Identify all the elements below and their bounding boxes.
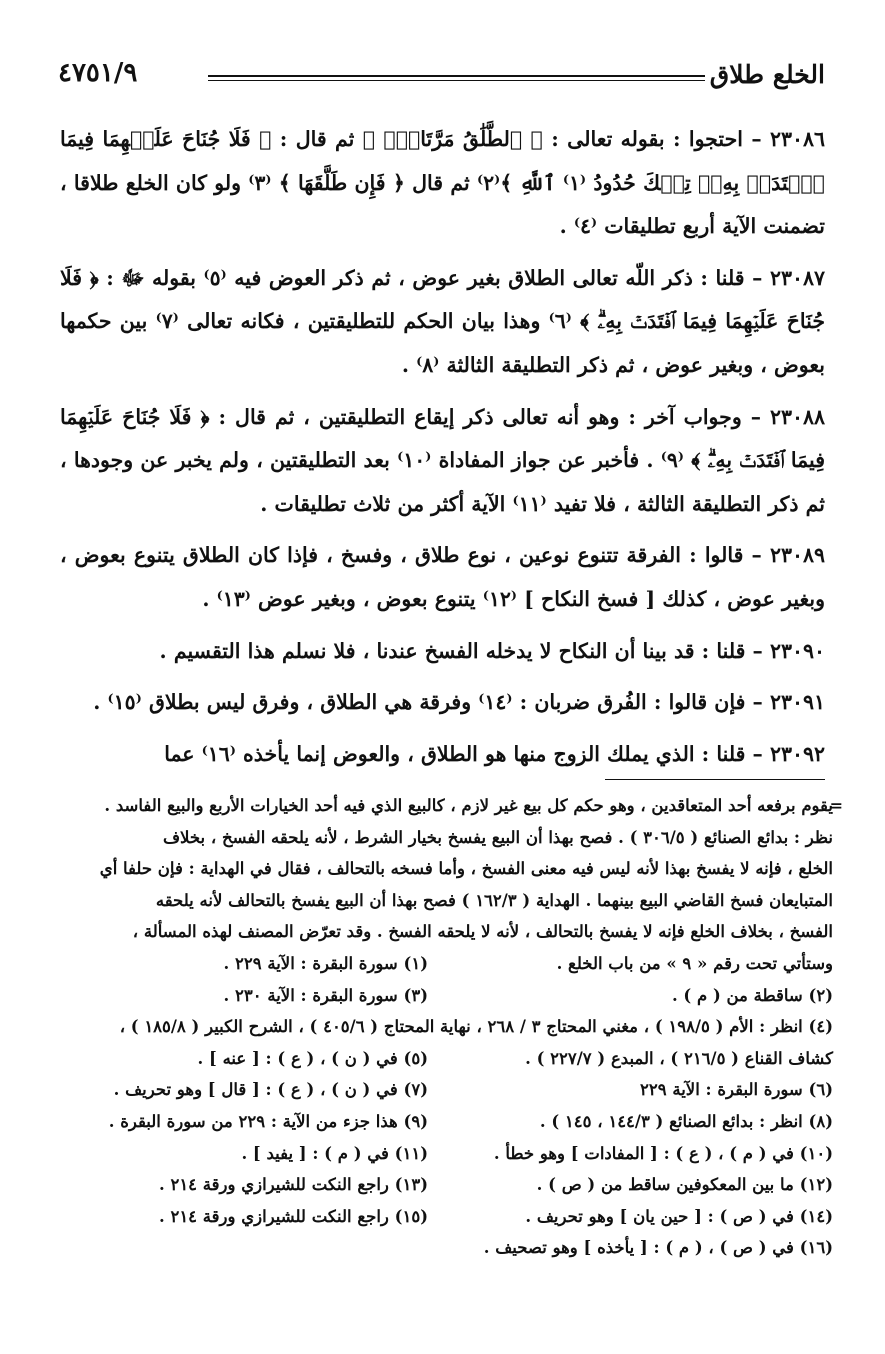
continuation-mark: = <box>829 796 843 815</box>
paragraph-23088: ٢٣٠٨٨ – وجواب آخر : وهو أنه تعالى ذكر إيقاع التطليقتين ، ثم قال : ﴿ فَلَا جُنَاحَ عَلَيۡهِمَا فِيمَا ٱفۡتَدَتۡ بِهِۦۗ ﴾ ⁽٩⁾ . فأخبر عن جواز المفاداة ⁽١٠⁾ بعد التطليقتين ، ولم يخبر عن وجودها ، ثم ذكر التطليقة الثالثة ، فلا تفيد ⁽١١⁾ الآية أكثر من ثلاث تطليقات . <box>60 404 826 516</box>
running-header <box>58 54 825 92</box>
footnote: وستأتي تحت رقم « ٩ » من باب الخلع . <box>556 953 833 973</box>
footnote-row <box>60 1169 833 1201</box>
footnote-row <box>60 1201 833 1233</box>
footnote-3: (٣) سورة البقرة : الآية ٢٣٠ . <box>223 985 428 1005</box>
footnote-11: (١١) في ( م ) : [ يفيد ] . <box>241 1143 428 1163</box>
footnote-10: (١٠) في ( م ) ، ( ع ) : [ المفادات ] وهو خطأ . <box>493 1143 833 1163</box>
footnote-9: (٩) هذا جزء من الآية : ٢٢٩ من سورة البقرة . <box>108 1111 428 1131</box>
footnote-continuation-line: المتبايعان فسخ القاضي البيع بينهما . الهداية ( ١٦٢/٣ ) فصح بهذا أن البيع يفسخ بالتحالف لأنه يلحقه <box>155 890 833 910</box>
footnote-row <box>60 1138 833 1170</box>
paragraph-23089: ٢٣٠٨٩ – قالوا : الفرقة تتنوع نوعين ، نوع طلاق ، وفسخ ، فإذا كان الطلاق يتنوع بعوض ، وبغير عوض ، كذلك [ فسخ النكاح ] ⁽١٢⁾ يتنوع بعوض ، وبغير عوض ⁽١٣⁾ . <box>60 543 825 611</box>
footnote-1: (١) سورة البقرة : الآية ٢٢٩ . <box>223 953 428 973</box>
footnote-continuation-line: الخلع ، فإنه لا يفسخ بهذا لأنه ليس فيه معنى الفسخ ، وأما فسخه بالتحالف ، فقال في الهداية : فإن حلفا أي <box>99 859 833 879</box>
footnote-8: (٨) انظر : بدائع الصنائع ( ١٤٤/٣ ، ١٤٥ ) . <box>539 1111 833 1131</box>
main-text <box>60 118 825 784</box>
paragraph-23090: ٢٣٠٩٠ – قلنا : قد بينا أن النكاح لا يدخله الفسخ عندنا ، فلا نسلم هذا التقسيم . <box>159 638 825 663</box>
footnote-15: (١٥) راجع النكت للشيرازي ورقة ٢١٤ . <box>158 1206 428 1226</box>
footnote-12: (١٢) ما بين المعكوفين ساقط من ( ص ) . <box>536 1175 833 1195</box>
footnote-continuation-line: يقوم برفعه أحد المتعاقدين ، وهو حكم كل بيع غير لازم ، كالبيع الذي فيه أحد الخيارات الأربع والبيع الفاسد . <box>104 796 833 815</box>
paragraph-23086: ٢٣٠٨٦ – احتجوا : بقوله تعالى : ﴿ ٱلطَّلَٰقُ مَرَّتَانِۖ ﴾ ثم قال : ﴿ فَلَا جُنَاحَ عَلَيۡهِمَا فِيمَا ٱفۡتَدَتۡ بِهِۦۗ تِلۡكَ حُدُودُ ⁽١⁾ ٱللَّهِ ﴾⁽٢⁾ ثم قال ﴿ فَإِن طَلَّقَهَا ﴾ ⁽٣⁾ ولو كان الخلع طلاقا ، تضمنت الآية أربع تطليقات ⁽٤⁾ . <box>60 127 825 239</box>
paragraph-23087: ٢٣٠٨٧ – قلنا : ذكر اللّه تعالى الطلاق بغير عوض ، ثم ذكر العوض فيه ⁽٥⁾ بقوله ﷻ : ﴿ فَلَا جُنَاحَ عَلَيۡهِمَا فِيمَا ٱفۡتَدَتۡ بِهِۦۗ ﴾ ⁽٦⁾ وهذا بيان الحكم للتطليقتين ، فكانه تعالى ⁽٧⁾ بين حكمها بعوض ، وبغير عوض ، ثم ذكر التطليقة الثالثة ⁽٨⁾ . <box>60 265 826 377</box>
footnotes <box>60 790 843 1264</box>
footnote-continuation-line: الفسخ ، بخلاف الخلع فإنه لا يفسخ بالتحالف ، لأنه لا يلحقه الفسخ . وقد تعرّض المصنف لهذه المسألة ، <box>132 922 833 942</box>
paragraph-23092: ٢٣٠٩٢ – قلنا : الذي يملك الزوج منها هو الطلاق ، والعوض إنما يأخذه ⁽١٦⁾ عما <box>164 741 825 766</box>
footnote-separator <box>605 779 825 780</box>
footnote-14: (١٤) في ( ص ) : [ حين يان ] وهو تحريف . <box>525 1206 833 1226</box>
footnote-row <box>60 1043 833 1075</box>
footnote-continuation-line: نظر : بدائع الصنائع ( ٣٠٦/٥ ) . فصح بهذا أن البيع يفسخ بخيار الشرط ، لأنه يلحقه الفسخ ، بخلاف <box>162 827 833 847</box>
header-rule <box>208 75 705 77</box>
footnote-7: (٧) في ( ن ) ، ( ع ) : [ قال ] وهو تحريف . <box>113 1080 428 1100</box>
footnote-4: (٤) انظر : الأم ( ١٩٨/٥ ) ، مغني المحتاج ٣ / ٢٦٨ ، نهاية المحتاج ( ٤٠٥/٦ ) ، الشرح الكبير ( ١٨٥/٨ ) ، <box>119 1017 833 1037</box>
footnote-16: (١٦) في ( ص ) ، ( م ) : [ يأخذه ] وهو تصحيف . <box>483 1238 833 1258</box>
header-title: الخلع طلاق <box>709 60 825 89</box>
footnote-row <box>60 1074 833 1106</box>
footnote-row <box>60 1106 833 1138</box>
page-number: ٤٧٥١/٩ <box>58 58 138 88</box>
footnote-row <box>60 948 833 980</box>
footnote-2: (٢) ساقطة من ( م ) . <box>671 985 833 1005</box>
header-rule-thin <box>208 80 705 81</box>
footnote-row <box>60 980 833 1012</box>
footnote-6: (٦) سورة البقرة : الآية ٢٢٩ <box>640 1080 833 1100</box>
footnote-13: (١٣) راجع النكت للشيرازي ورقة ٢١٤ . <box>158 1175 428 1195</box>
footnote-4-continued: كشاف القناع ( ٢١٦/٥ ) ، المبدع ( ٢٢٧/٧ ) . <box>525 1048 833 1068</box>
paragraph-23091: ٢٣٠٩١ – فإن قالوا : الفُرق ضربان : ⁽١٤⁾ وفرقة هي الطلاق ، وفرق ليس بطلاق ⁽١٥⁾ . <box>93 690 825 715</box>
footnote-5: (٥) في ( ن ) ، ( ع ) : [ عنه ] . <box>197 1048 428 1068</box>
